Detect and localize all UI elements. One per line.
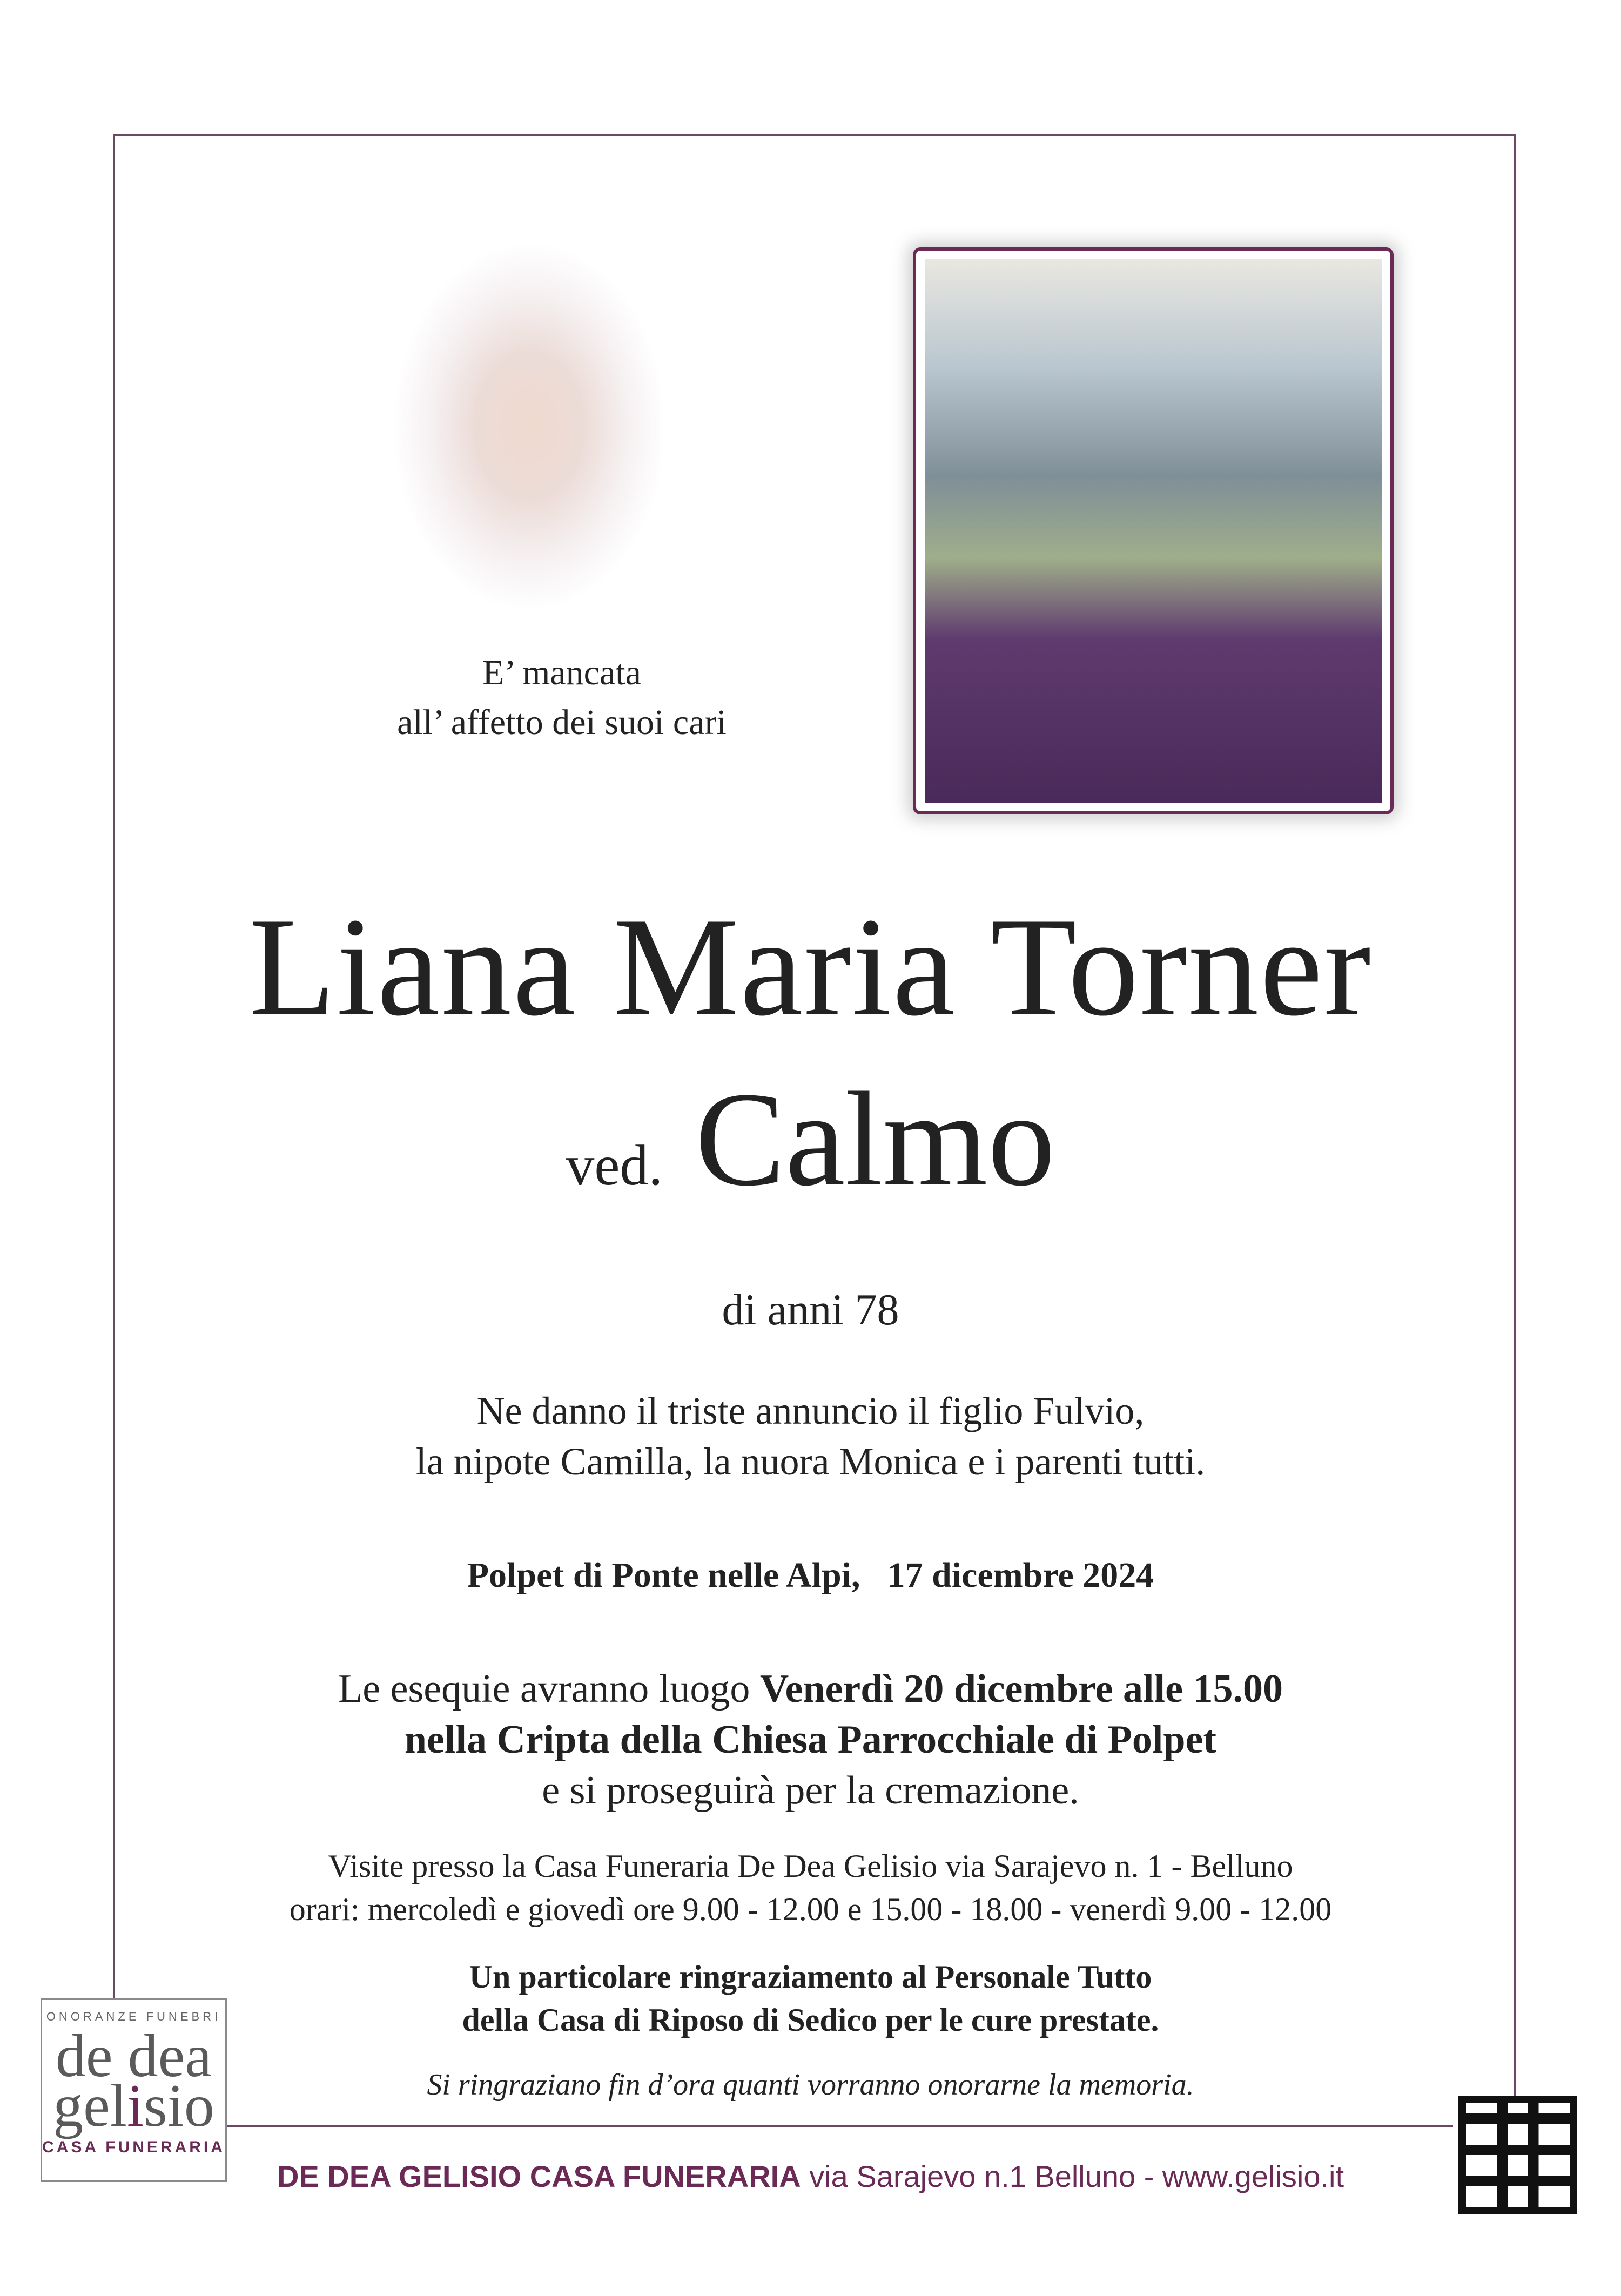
place: Polpet di Ponte nelle Alpi, — [467, 1556, 860, 1595]
intro-line-1: E’ mancata — [482, 653, 641, 692]
visits-line-1: Visite presso la Casa Funeraria De Dea Gelisio via Sarajevo n. 1 - Belluno — [328, 1848, 1293, 1884]
funeral-line-1-bold: Venerdì 20 dicembre alle 15.00 — [759, 1667, 1283, 1711]
funeral-line-3: e si proseguirà per la cremazione. — [542, 1768, 1079, 1813]
deceased-name: Liana Maria Torner — [249, 888, 1372, 1045]
visits-line-2: orari: mercoledì e giovedì ore 9.00 - 12.00 e 15.00 - 18.00 - venerdì 9.00 - 12.00 — [289, 1891, 1332, 1927]
footer-company: DE DEA GELISIO CASA FUNERARIA — [277, 2159, 801, 2193]
logo-gelisio-b: sio — [144, 2072, 214, 2139]
announcement-line-1: Ne danno il triste annuncio il figlio Fulvio, — [476, 1389, 1145, 1432]
ved-line — [0, 1059, 1621, 1263]
portrait-photo — [925, 259, 1382, 803]
announcement — [0, 1385, 1621, 1487]
funeral-details — [0, 1664, 1621, 1816]
footer-address: via Sarajevo n.1 Belluno - www.gelisio.it — [801, 2159, 1344, 2193]
visits-info — [0, 1844, 1621, 1931]
logo-dedea: de dea — [55, 2023, 212, 2090]
madonna-image — [378, 227, 681, 627]
announcement-line-2: la nipote Camilla, la nuora Monica e i parenti tutti. — [415, 1440, 1206, 1483]
ved-label: ved. — [566, 1134, 663, 1197]
thanks-line-2: della Casa di Riposo di Sedico per le cure prestate. — [462, 2002, 1159, 2038]
intro-line-2: all’ affetto dei suoi cari — [397, 703, 727, 742]
portrait-frame — [913, 247, 1394, 814]
married-surname: Calmo — [695, 1065, 1055, 1214]
logo-top-text: ONORANZE FUNEBRI — [46, 2010, 221, 2023]
funeral-line-1-plain: Le esequie avranno luogo — [338, 1667, 760, 1711]
logo-gelisio — [42, 2072, 225, 2139]
funeral-line-2: nella Cripta della Chiesa Parrocchiale di Polpet — [404, 1718, 1217, 1762]
logo-gelisio-a: gel — [53, 2072, 127, 2139]
thanks-line-1: Un particolare ringraziamento al Personale Tutto — [469, 1959, 1152, 1995]
logo-bottom-text: CASA FUNERARIA — [42, 2138, 225, 2156]
age: di anni 78 — [722, 1285, 899, 1334]
qr-code-icon[interactable] — [1458, 2096, 1577, 2214]
funeral-line-1 — [0, 1664, 1621, 1714]
logo-gelisio-i: i — [127, 2072, 144, 2139]
intro-text — [329, 648, 794, 748]
thanks — [0, 1955, 1621, 2042]
bottom-rule-left — [227, 2125, 1453, 2127]
date: 17 dicembre 2024 — [887, 1556, 1154, 1595]
place-date — [0, 1550, 1621, 1601]
funeral-home-logo — [41, 1998, 227, 2182]
closing-line: Si ringraziano fin d’ora quanti vorranno onorarne la memoria. — [427, 2068, 1194, 2102]
footer — [0, 2155, 1621, 2198]
